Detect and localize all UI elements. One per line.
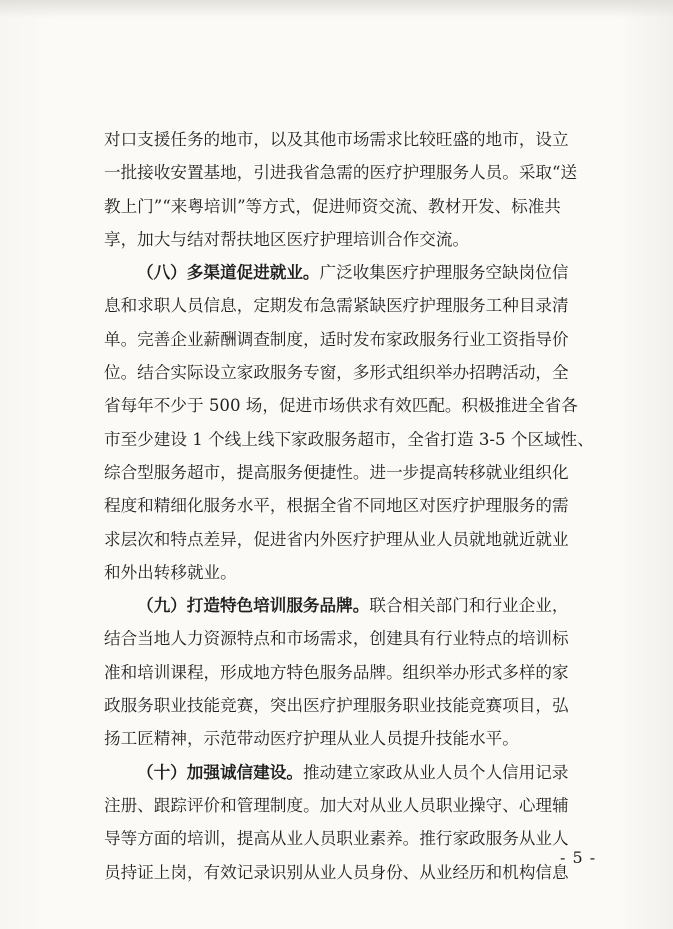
line-text: 程度和精细化服务水平，根据全省不同地区对医疗护理服务的需: [104, 496, 569, 516]
line-text: 准和培训课程，形成地方特色服务品牌。组织举办形式多样的家: [104, 662, 569, 682]
text-line: [104, 156, 598, 189]
text-line: [104, 489, 598, 522]
line-text: 单。完善企业薪酬调查制度，适时发布家政服务行业工资指导价: [104, 329, 569, 349]
text-line: [104, 722, 598, 755]
text-line: [104, 756, 598, 789]
text-line: [104, 622, 598, 655]
line-text: 位。结合实际设立家政服务专窗，多形式组织举办招聘活动，全: [104, 363, 569, 383]
line-text: 求层次和特点差异，促进省内外医疗护理从业人员就地就近就业: [104, 529, 569, 549]
text-line: [104, 256, 598, 289]
text-line: [104, 323, 598, 356]
line-text: 结合当地人力资源特点和市场需求，创建具有行业特点的培训标: [104, 629, 569, 649]
line-text: 政服务职业技能竞赛，突出医疗护理服务职业技能竞赛项目，弘: [104, 696, 569, 716]
line-text: 推动建立家政从业人员个人信用记录: [302, 762, 569, 782]
text-line: [104, 789, 598, 822]
text-line: [104, 456, 598, 489]
text-line: [104, 589, 598, 622]
text-line: [104, 289, 598, 322]
line-text: 导等方面的培训，提高从业人员职业素养。推行家政服务从业人: [104, 829, 569, 849]
line-text: 综合型服务超市，提高服务便捷性。进一步提高转移就业组织化: [104, 462, 569, 482]
body-text: [104, 123, 598, 889]
text-line: [104, 556, 598, 589]
line-text: 广泛收集医疗护理服务空缺岗位信: [319, 263, 569, 283]
line-text: 对口支援任务的地市，以及其他市场需求比较旺盛的地市，设立: [104, 130, 569, 149]
line-text: 教上门”“来粤培训”等方式，促进师资交流、教材开发、标准共: [104, 196, 561, 216]
text-line: [104, 423, 598, 456]
line-text: 员持证上岗，有效记录识别从业人员身份、从业经历和机构信息: [104, 862, 569, 882]
section-heading: （八）多渠道促进就业。: [137, 262, 320, 283]
line-text: 市至少建设 1 个线上线下家政服务超市，全省打造 3-5 个区域性、: [104, 429, 594, 449]
line-text: 注册、跟踪评价和管理制度。加大对从业人员职业操守、心理辅: [104, 795, 569, 815]
text-line: [104, 656, 598, 689]
line-text: 一批接收安置基地，引进我省急需的医疗护理服务人员。采取“送: [104, 163, 578, 183]
line-text: 扬工匠精神，示范带动医疗护理从业人员提升技能水平。: [104, 729, 519, 749]
line-text: 和外出转移就业。: [104, 562, 237, 582]
line-text: 享，加大与结对帮扶地区医疗护理培训合作交流。: [104, 229, 470, 249]
section-heading: （九）打造特色培训服务品牌。: [137, 595, 370, 616]
scan-shadow: [0, 0, 673, 18]
page-number: - 5 -: [560, 848, 597, 867]
text-line: [104, 356, 598, 389]
text-line: [104, 123, 598, 156]
text-line: [104, 223, 598, 256]
line-text: 息和求职人员信息，定期发布急需紧缺医疗护理服务工种目录清: [104, 296, 569, 316]
text-line: [104, 856, 598, 889]
text-line: [104, 389, 598, 422]
text-line: [104, 523, 598, 556]
text-line: [104, 689, 598, 722]
section-heading: （十）加强诚信建设。: [137, 761, 303, 782]
line-text: 联合相关部门和行业企业，: [369, 596, 569, 616]
text-line: [104, 822, 598, 855]
text-line: [104, 190, 598, 223]
line-text: 省每年不少于 500 场，促进市场供求有效匹配。积极推进全省各: [104, 396, 578, 416]
